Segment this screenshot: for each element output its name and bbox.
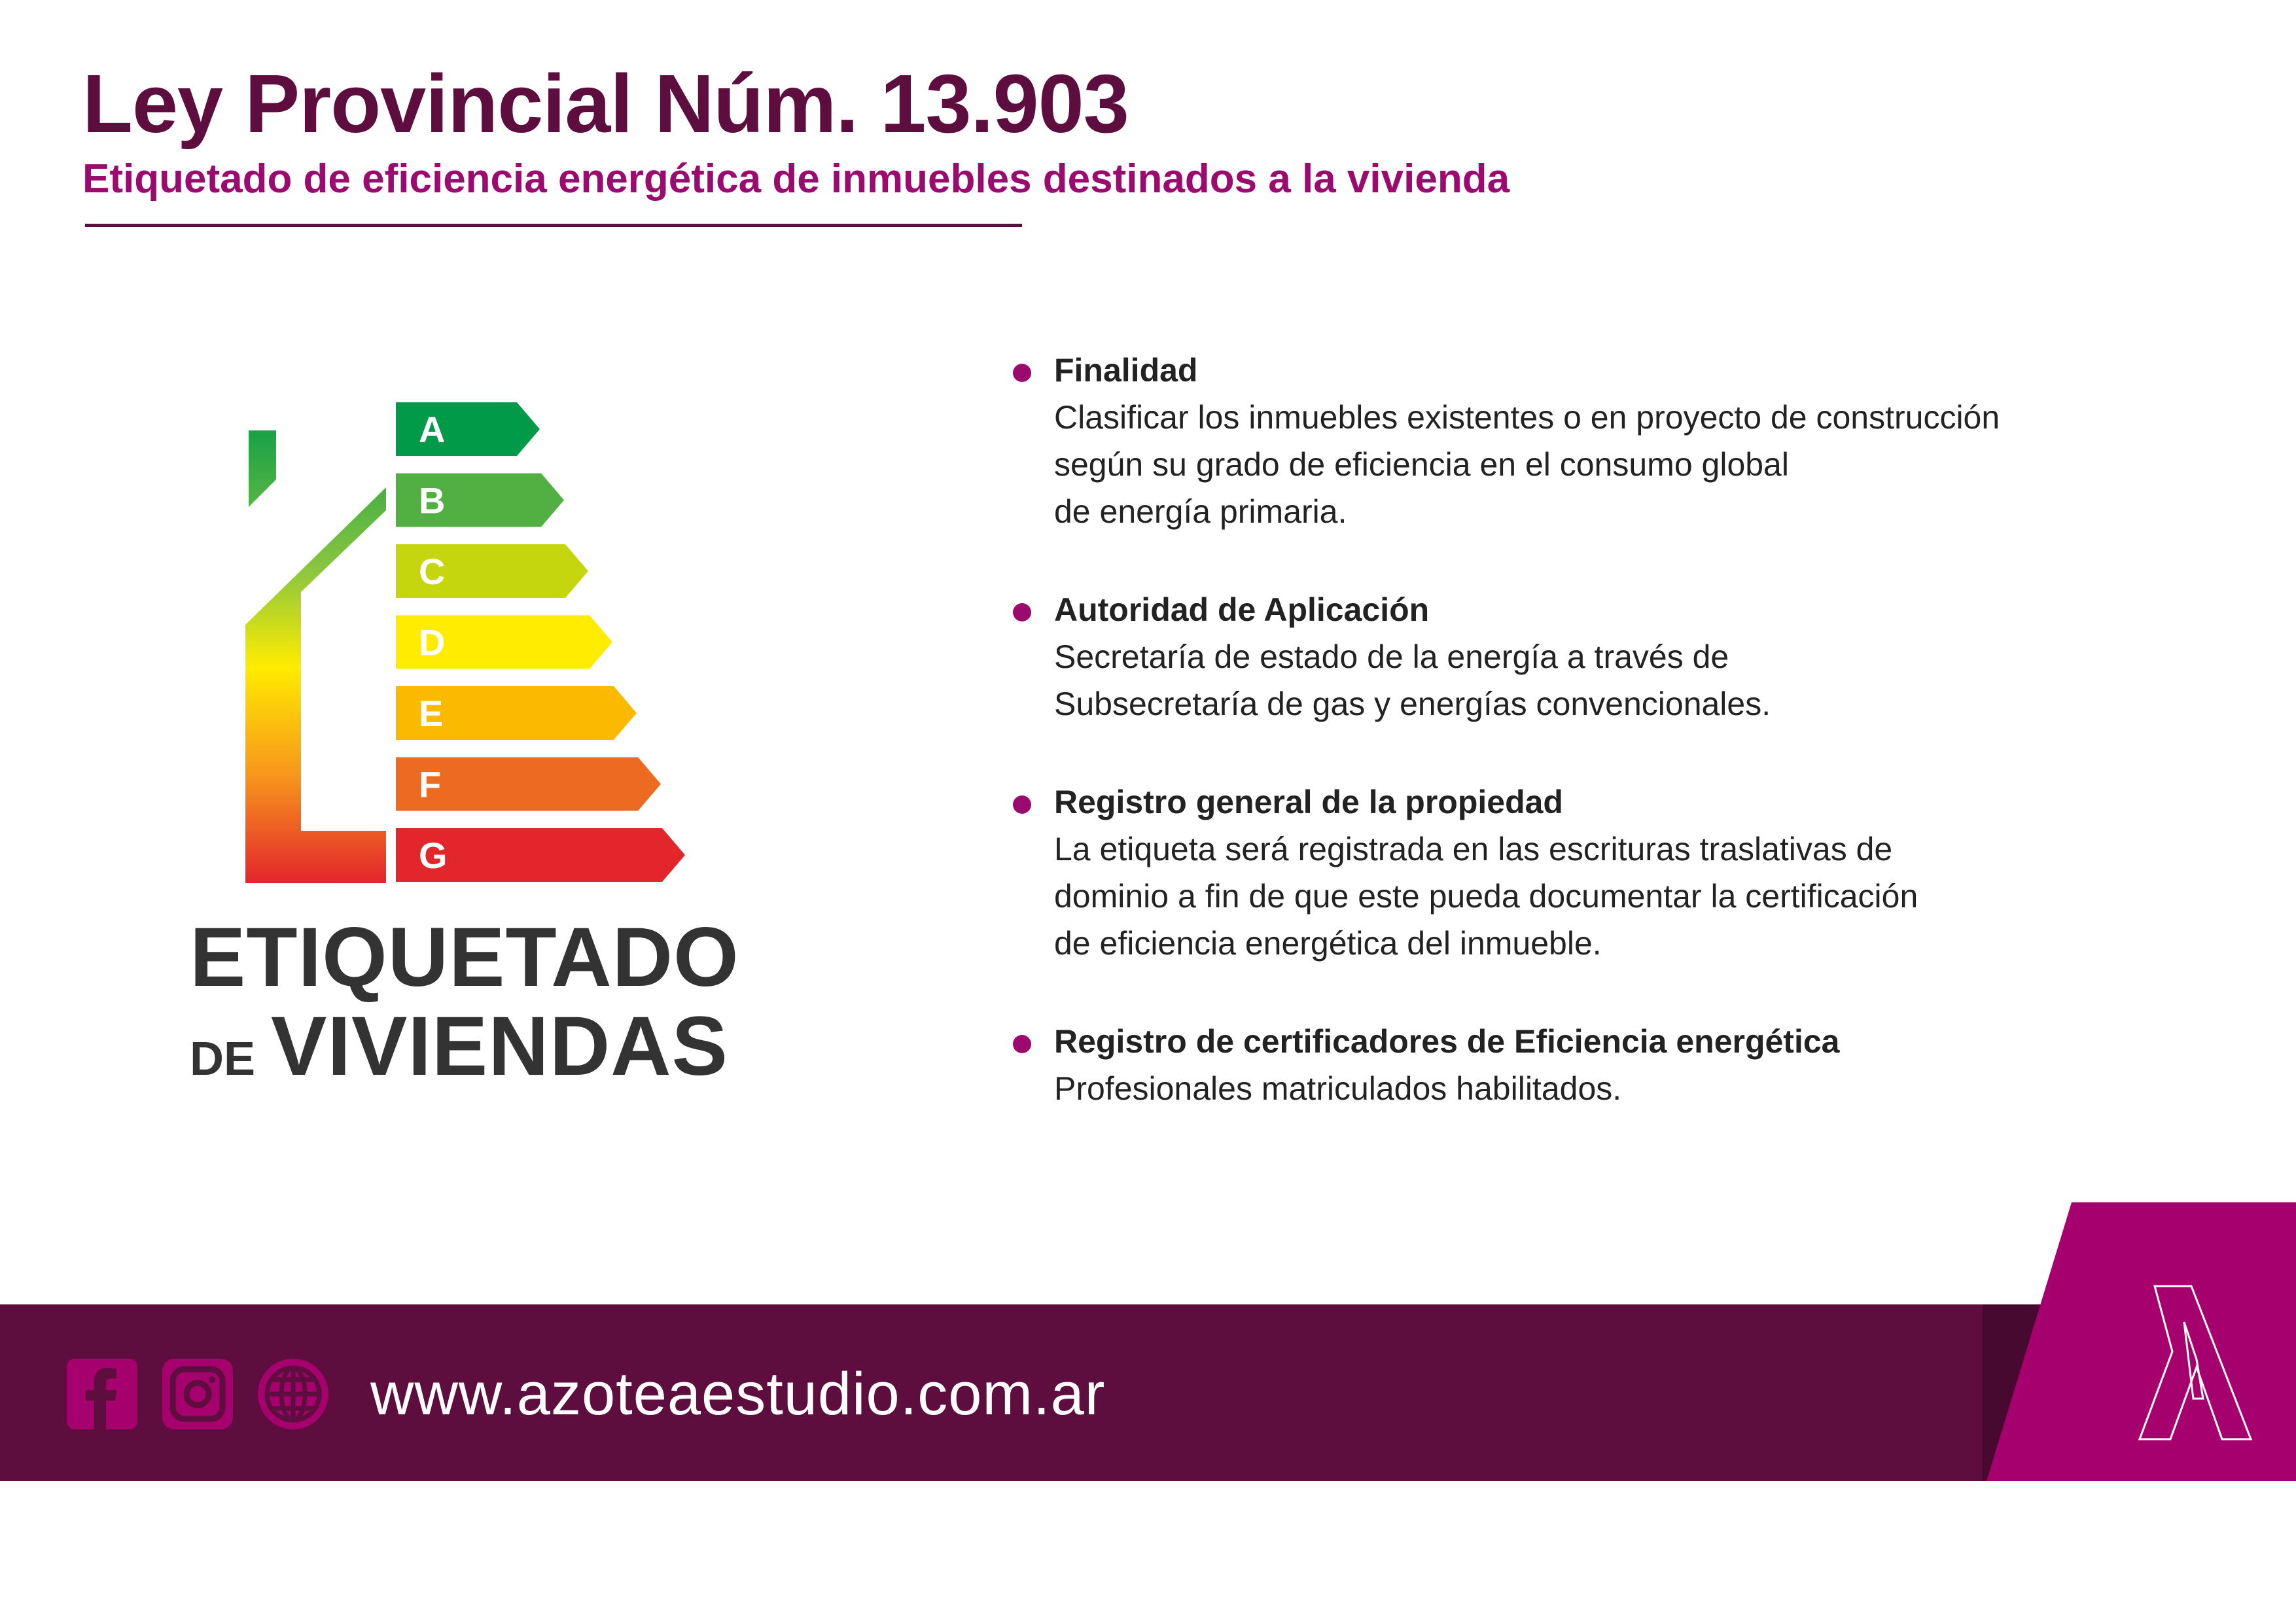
energy-bar-letter: A bbox=[419, 409, 446, 450]
energy-bar-letter: E bbox=[419, 693, 444, 734]
info-line: Secretaría de estado de la energía a través de bbox=[1054, 638, 1729, 675]
info-line: dominio a fin de que este pueda documentar la certificación bbox=[1054, 878, 1918, 915]
energy-bar-letter: D bbox=[419, 621, 446, 663]
energy-bar-letter: B bbox=[419, 480, 446, 521]
info-text bbox=[1054, 826, 2256, 967]
energy-bar-letter: F bbox=[419, 763, 442, 805]
brand-logo-panel bbox=[1987, 1202, 2296, 1481]
globe-icon[interactable] bbox=[256, 1357, 330, 1431]
info-line: Clasificar los inmuebles existentes o en proyecto de construcción bbox=[1054, 399, 2000, 436]
info-heading: Finalidad bbox=[1054, 352, 1198, 389]
info-heading: Registro de certificadores de Eficiencia energética bbox=[1054, 1023, 1840, 1060]
website-link[interactable]: www.azoteaestudio.com.ar bbox=[370, 1361, 1106, 1427]
title-divider bbox=[85, 224, 1022, 227]
energy-bar-a bbox=[396, 402, 540, 456]
energy-bar-letter: C bbox=[419, 551, 446, 592]
energy-bar-letter: G bbox=[419, 835, 448, 876]
info-item-registro-certificadores bbox=[1013, 1018, 2256, 1112]
logo-title-line2: VIVIENDAS bbox=[271, 1000, 728, 1093]
footer-band bbox=[0, 1304, 2296, 1481]
info-text bbox=[1054, 633, 2256, 727]
house-outline-icon bbox=[245, 402, 386, 883]
bullet-icon bbox=[1013, 795, 1031, 814]
info-item-registro-propiedad bbox=[1013, 778, 2256, 967]
info-line: de eficiencia energética del inmueble. bbox=[1054, 925, 1602, 962]
info-line: Subsecretaría de gas y energías convencionales. bbox=[1054, 686, 1771, 722]
page-title: Ley Provincial Núm. 13.903 bbox=[82, 58, 1129, 150]
logo-title-line1: ETIQUETADO bbox=[190, 911, 739, 1004]
info-line: Profesionales matriculados habilitados. bbox=[1054, 1070, 1622, 1107]
info-text bbox=[1054, 1065, 2256, 1112]
info-text bbox=[1054, 394, 2256, 535]
page-subtitle: Etiquetado de eficiencia energética de inmuebles destinados a la vivienda bbox=[82, 156, 1510, 201]
info-heading: Registro general de la propiedad bbox=[1054, 784, 1563, 820]
info-line: de energía primaria. bbox=[1054, 493, 1347, 530]
info-item-autoridad bbox=[1013, 586, 2256, 727]
info-list bbox=[1013, 347, 2256, 1163]
logo-wordmark bbox=[190, 911, 739, 1093]
energy-label-logo bbox=[124, 393, 779, 890]
info-heading: Autoridad de Aplicación bbox=[1054, 591, 1430, 628]
info-line: La etiqueta será registrada en las escrituras traslativas de bbox=[1054, 831, 1893, 867]
logo-title-de: DE bbox=[190, 1033, 256, 1085]
bullet-icon bbox=[1013, 364, 1031, 382]
bullet-icon bbox=[1013, 1035, 1031, 1053]
info-line: según su grado de eficiencia en el consumo global bbox=[1054, 446, 1789, 483]
info-item-finalidad bbox=[1013, 347, 2256, 535]
instagram-icon[interactable] bbox=[161, 1357, 234, 1431]
facebook-icon[interactable] bbox=[65, 1357, 139, 1431]
bullet-icon bbox=[1013, 603, 1031, 621]
